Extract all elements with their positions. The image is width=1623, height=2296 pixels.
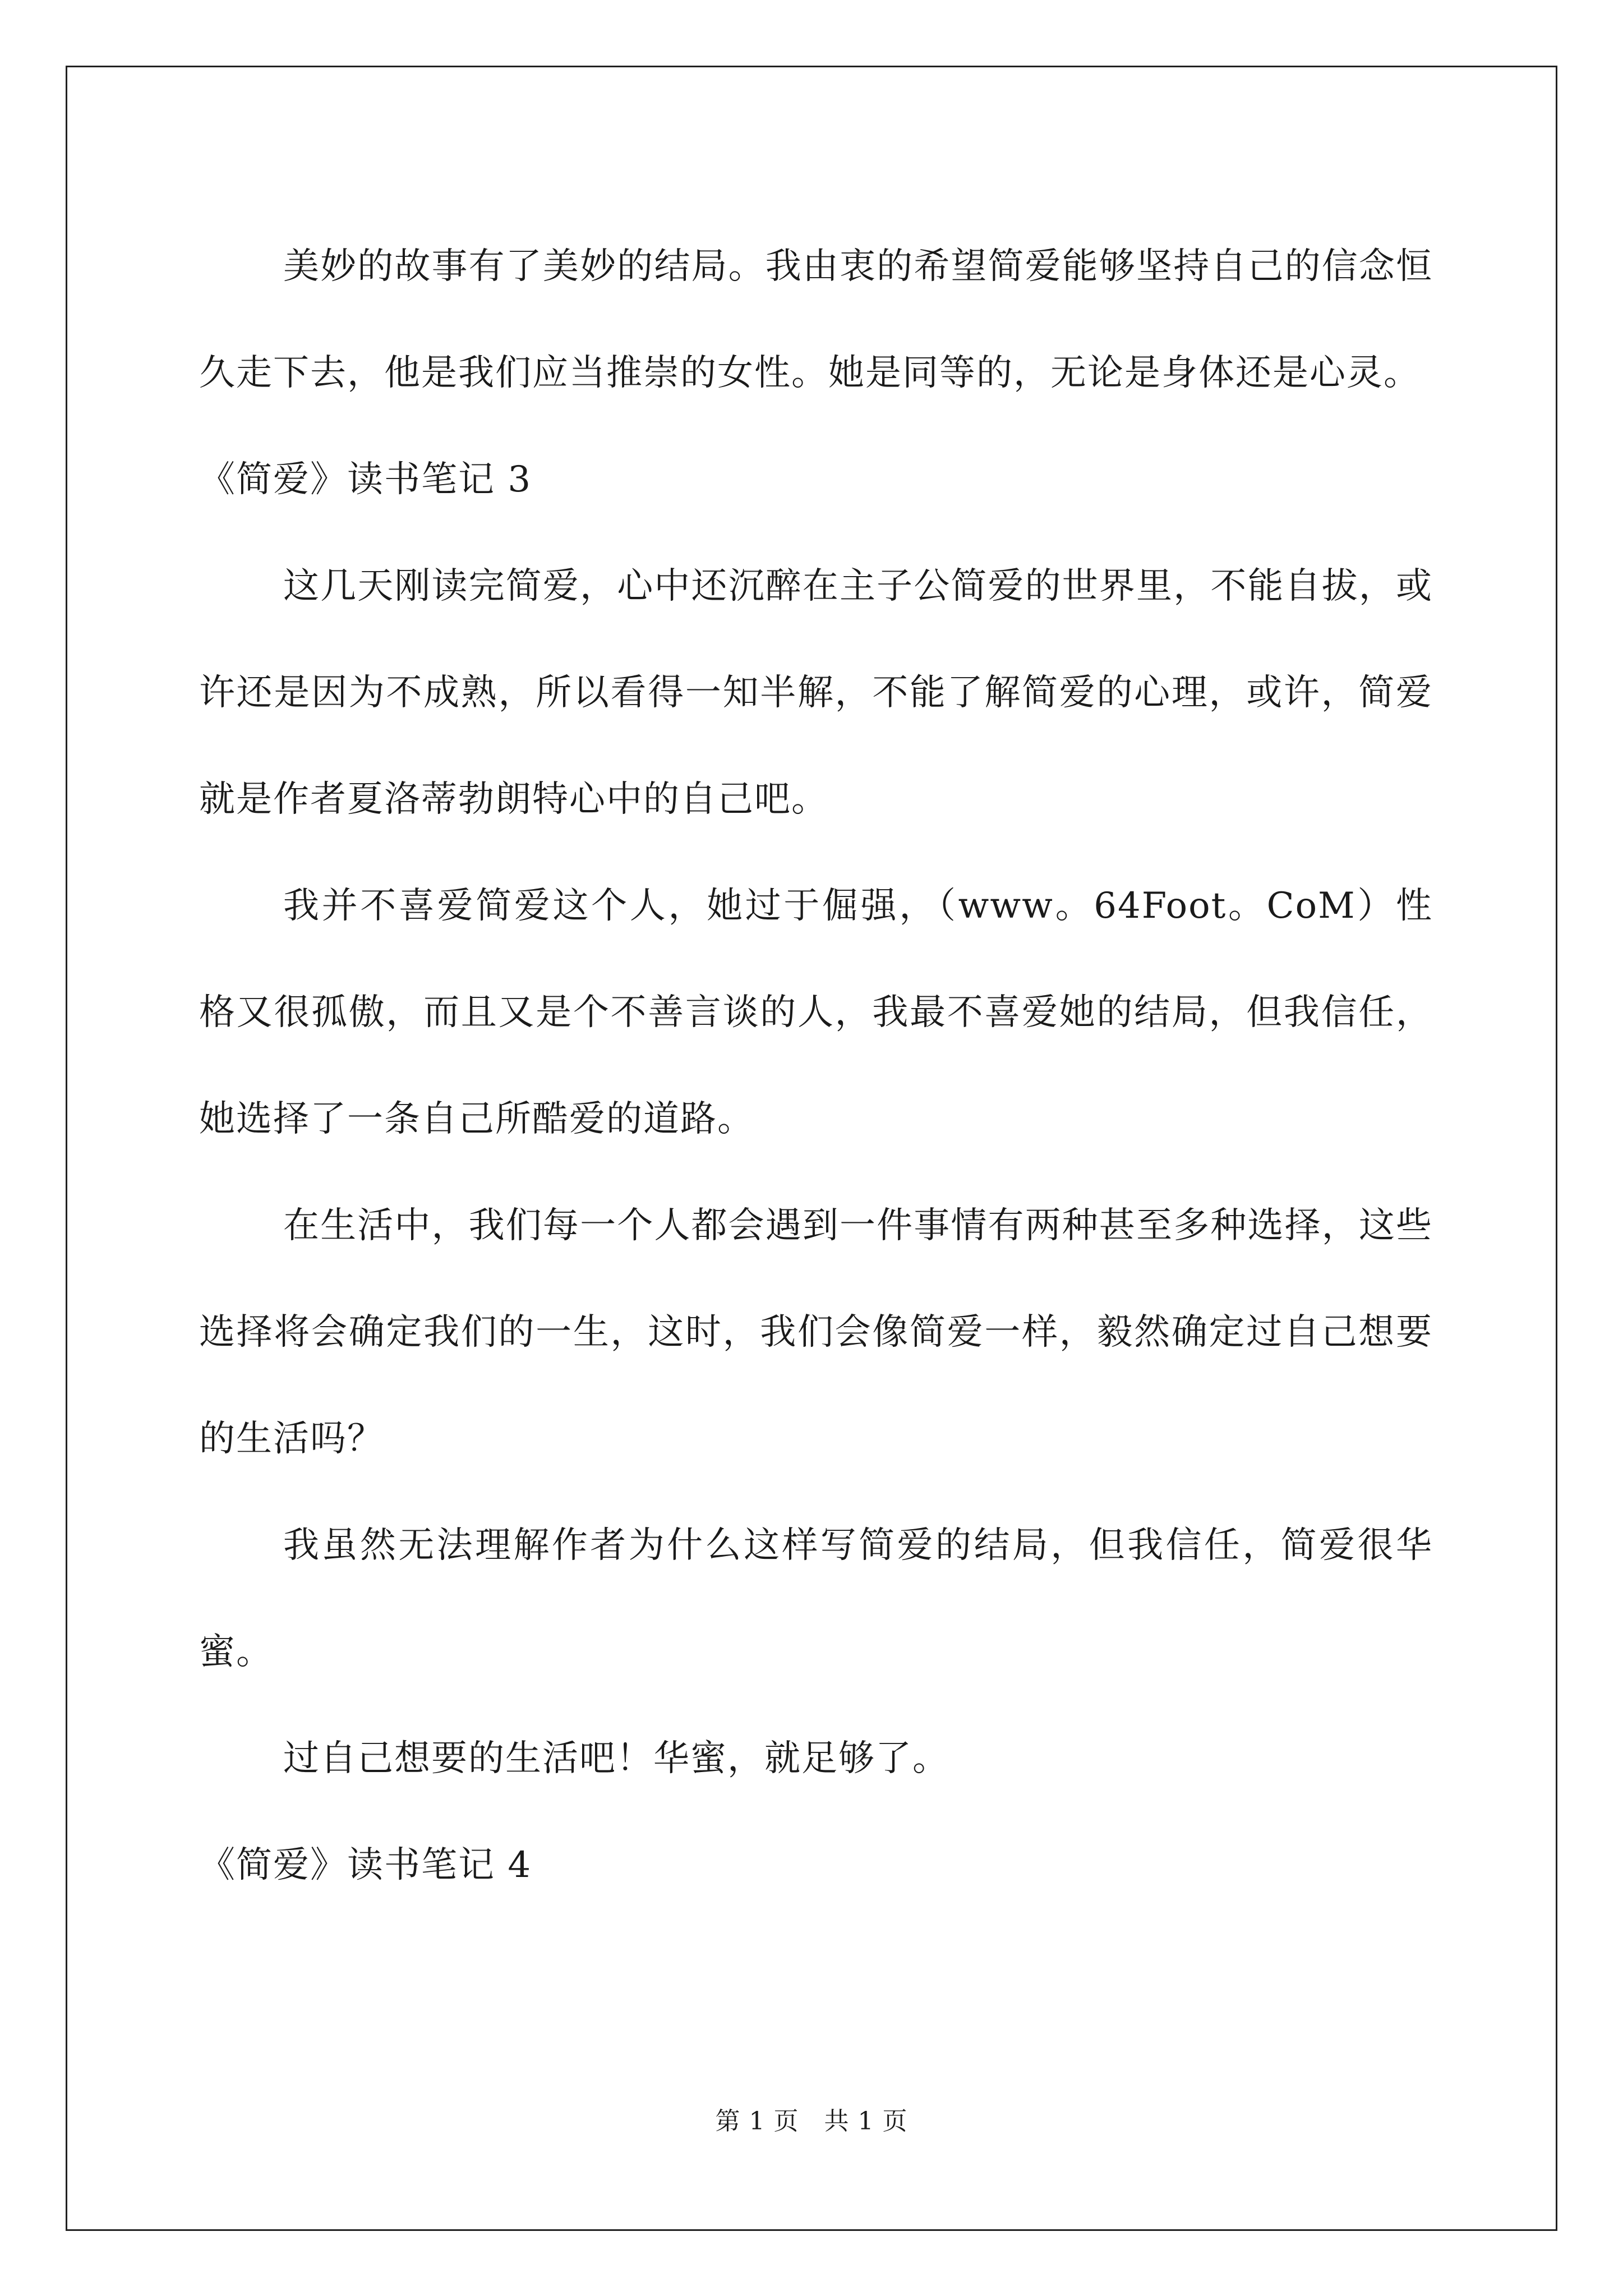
paragraph: 过自己想要的生活吧！华蜜，就足够了。: [283, 1738, 949, 1779]
paragraph: 在生活中，我们每一个人都会遇到一件事情有两种甚至多种选择，这些选择将会确定我们的一生，这时，我们会像简爱一样，毅然确定过自己想要的生活吗？: [199, 1205, 1433, 1460]
paragraph: 我并不喜爱简爱这个人，她过于倔强，（www。64Foot。CoM）性格又很孤傲，而且又是个不善言谈的人，我最不喜爱她的结局，但我信任，她选择了一条自己所酷爱的道路。: [199, 885, 1433, 1140]
document-body: [199, 213, 1433, 1918]
page-footer: 第 1 页 共 1 页: [715, 2107, 908, 2136]
paragraph: 我虽然无法理解作者为什么这样写简爱的结局，但我信任，简爱很华蜜。: [199, 1525, 1433, 1673]
section-heading: 《简爱》读书笔记 3: [199, 459, 532, 500]
paragraph: 美妙的故事有了美妙的结局。我由衷的希望简爱能够坚持自己的信念恒久走下去，他是我们应当推崇的女性。她是同等的，无论是身体还是心灵。: [199, 246, 1433, 394]
paragraph: 这几天刚读完简爱，心中还沉醉在主子公简爱的世界里，不能自拔，或许还是因为不成熟，所以看得一知半解，不能了解简爱的心理，或许，简爱就是作者夏洛蒂勃朗特心中的自己吧。: [199, 565, 1433, 820]
section-heading: 《简爱》读书笔记 4: [199, 1844, 532, 1886]
